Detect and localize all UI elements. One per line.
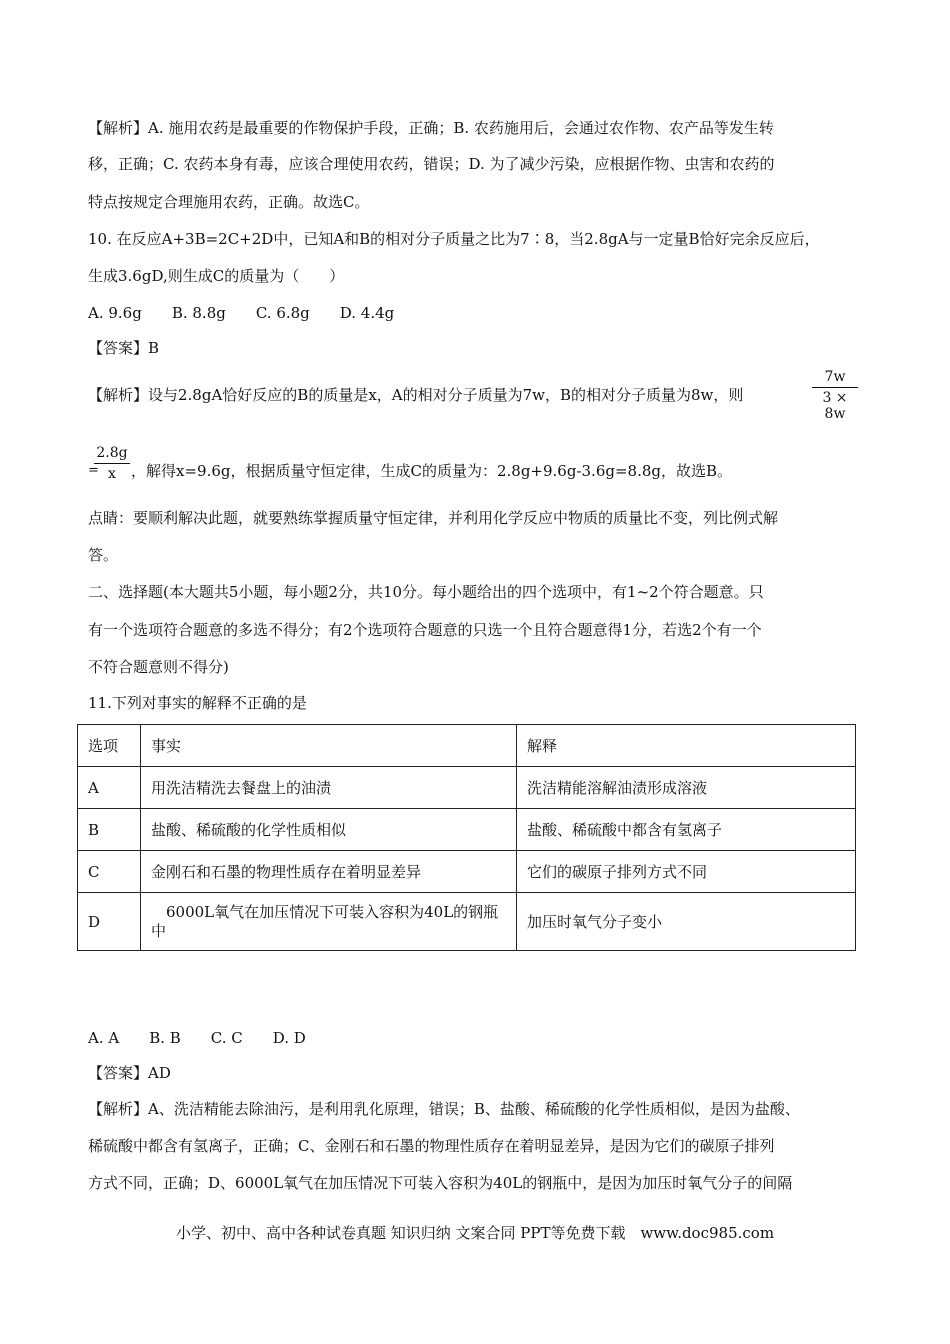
fraction-bar bbox=[812, 387, 858, 388]
table-row bbox=[78, 851, 856, 893]
table-header-cell: 选项 bbox=[78, 725, 141, 767]
fraction-2-8g-over-x bbox=[94, 445, 130, 482]
table-cell: A bbox=[78, 767, 141, 809]
table-cell: 金刚石和石墨的物理性质存在着明显差异 bbox=[141, 851, 517, 893]
analysis-line-3: 特点按规定合理施用农药，正确。故选C。 bbox=[88, 193, 370, 211]
table-row bbox=[78, 809, 856, 851]
question-10-stem-cont: 生成3.6gD,则生成C的质量为（ ） bbox=[88, 267, 345, 285]
table-row bbox=[78, 767, 856, 809]
table-cell: 它们的碳原子排列方式不同 bbox=[517, 851, 856, 893]
section-heading-3: 不符合题意则不得分) bbox=[88, 658, 229, 676]
tip-line-1: 点睛：要顺利解决此题，就要熟练掌握质量守恒定律，并利用化学反应中物质的质量比不变，列比例式解 bbox=[88, 509, 779, 527]
table-cell: 洗洁精能溶解油渍形成溶液 bbox=[517, 767, 856, 809]
fraction-numerator: 2.8g bbox=[96, 445, 128, 461]
table-cell: 用洗洁精洗去餐盘上的油渍 bbox=[141, 767, 517, 809]
table-cell: 盐酸、稀硫酸的化学性质相似 bbox=[141, 809, 517, 851]
question-11-options: A. A B. B C. C D. D bbox=[88, 1029, 306, 1047]
table-cell: D bbox=[78, 893, 141, 951]
page-footer: 小学、初中、高中各种试卷真题 知识归纳 文案合同 PPT等免费下载 www.doc985.com bbox=[175, 1224, 775, 1242]
tip-line-2: 答。 bbox=[88, 546, 119, 564]
section-heading-2: 有一个选项符合题意的多选不得分；有2个选项符合题意的只选一个且符合题意得1分，若选2个有一个 bbox=[88, 621, 762, 639]
question-11-explanation-1: 【解析】A、洗洁精能去除油污，是利用乳化原理，错误；B、盐酸、稀硫酸的化学性质相似，是因为盐酸、 bbox=[88, 1100, 800, 1118]
question-11-explanation-3: 方式不同，正确；D、6000L氧气在加压情况下可装入容积为40L的钢瓶中，是因为加压时氧气分子的间隔 bbox=[88, 1174, 793, 1192]
table-header-cell: 事实 bbox=[141, 725, 517, 767]
question-10-stem: 10. 在反应A+3B=2C+2D中，已知A和B的相对分子质量之比为7∶8，当2.8gA与一定量B恰好完余反应后， bbox=[88, 230, 820, 248]
question-11-stem: 11.下列对事实的解释不正确的是 bbox=[88, 694, 307, 712]
question-10-answer: 【答案】B bbox=[88, 339, 160, 357]
question-11-table bbox=[77, 724, 856, 951]
question-11-answer: 【答案】AD bbox=[88, 1064, 171, 1082]
table-cell: 加压时氧气分子变小 bbox=[517, 893, 856, 951]
question-10-explanation-1: 【解析】设与2.8gA恰好反应的B的质量是x，A的相对分子质量为7w，B的相对分子质量为8w，则 bbox=[88, 386, 744, 404]
analysis-line-1: 【解析】A. 施用农药是最重要的作物保护手段，正确；B. 农药施用后，会通过农作物、农产品等发生转 bbox=[88, 119, 774, 137]
table-cell: 6000L氧气在加压情况下可装入容积为40L的钢瓶中 bbox=[141, 893, 517, 951]
fraction-bar bbox=[94, 463, 130, 464]
fraction-numerator: 7w bbox=[824, 369, 846, 385]
question-11-explanation-2: 稀硫酸中都含有氢离子，正确；C、金刚石和石墨的物理性质存在着明显差异，是因为它们的碳原子排列 bbox=[88, 1137, 775, 1155]
fraction-7w-over-3x8w bbox=[812, 369, 858, 422]
fraction-denominator: 3 × 8w bbox=[822, 390, 848, 422]
equals-sign: = bbox=[88, 463, 99, 478]
table-cell: C bbox=[78, 851, 141, 893]
table-row bbox=[78, 893, 856, 951]
fraction-denominator: x bbox=[108, 466, 116, 482]
table-cell: B bbox=[78, 809, 141, 851]
section-heading-1: 二、选择题(本大题共5小题，每小题2分，共10分。每小题给出的四个选项中，有1~2个符合题意。只 bbox=[88, 583, 764, 601]
question-10-options: A. 9.6g B. 8.8g C. 6.8g D. 4.4g bbox=[88, 304, 395, 322]
table-header-row bbox=[78, 725, 856, 767]
table-header-cell: 解释 bbox=[517, 725, 856, 767]
table-cell: 盐酸、稀硫酸中都含有氢离子 bbox=[517, 809, 856, 851]
analysis-line-2: 移，正确；C. 农药本身有毒，应该合理使用农药，错误；D. 为了减少污染，应根据作物、虫害和农药的 bbox=[88, 155, 775, 173]
question-10-explanation-2: ，解得x=9.6g，根据质量守恒定律，生成C的质量为：2.8g+9.6g-3.6g=8.8g，故选B。 bbox=[131, 462, 733, 480]
